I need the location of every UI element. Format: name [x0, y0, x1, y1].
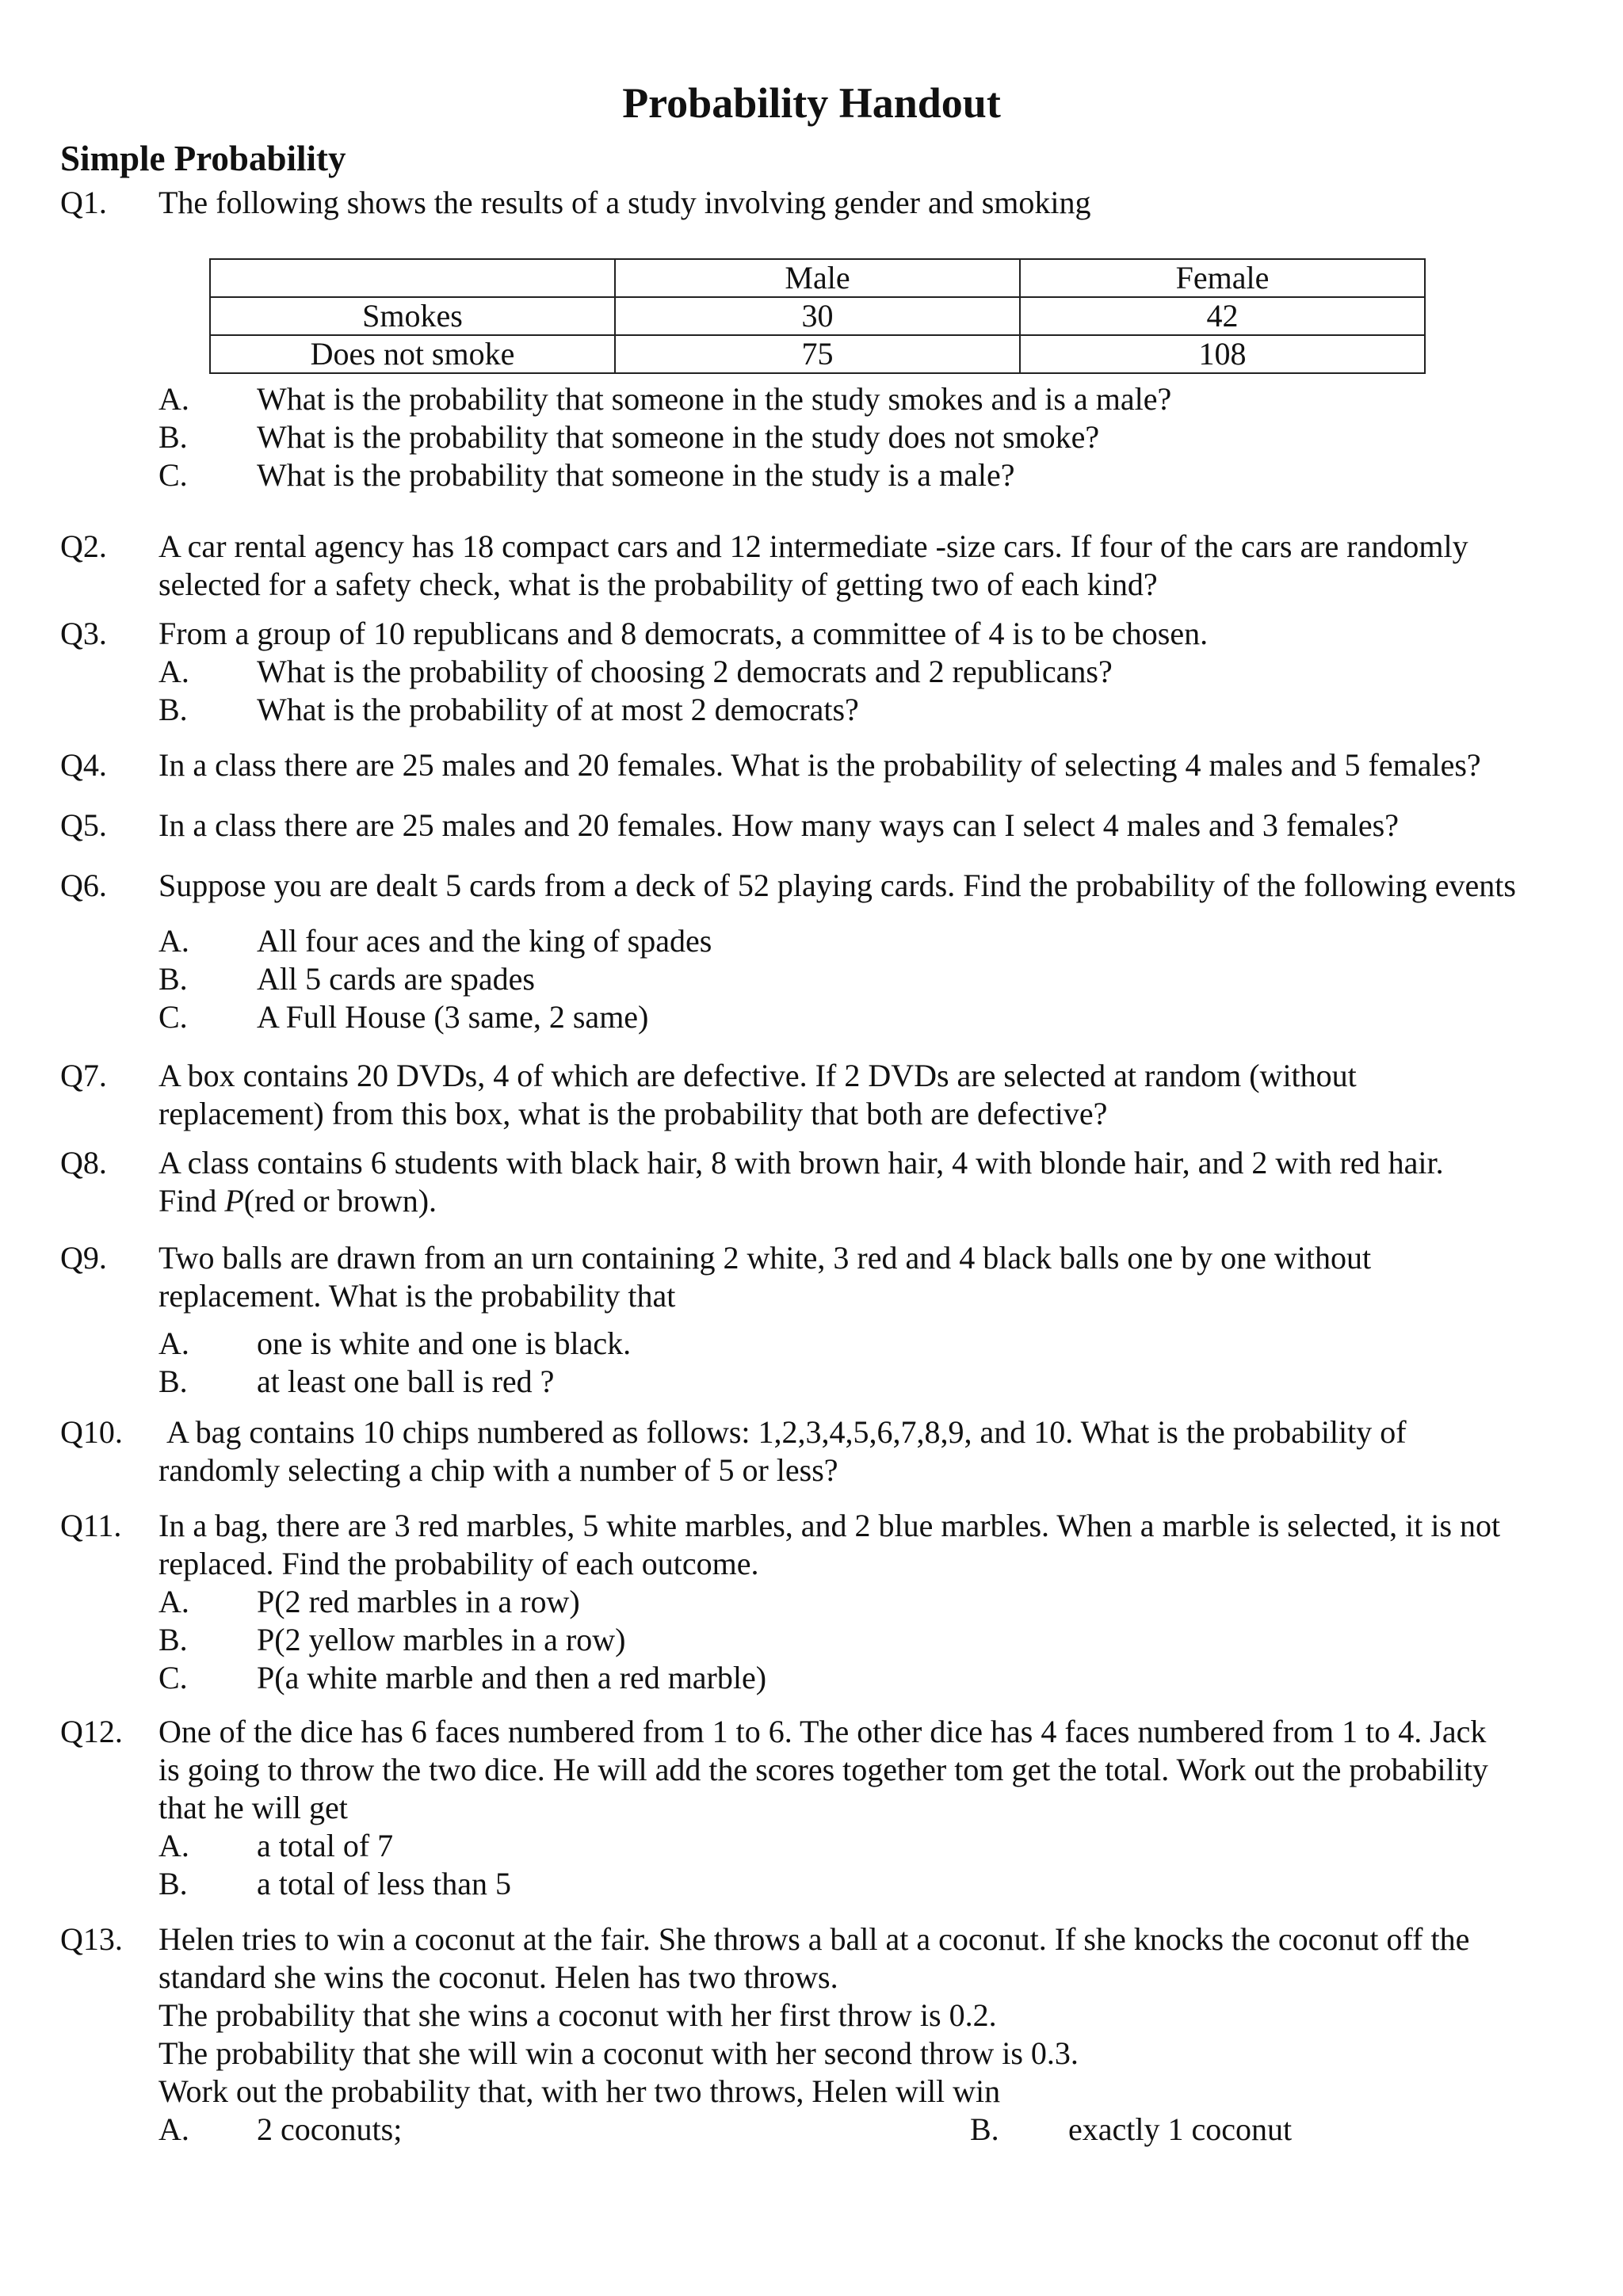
- sub-question: [158, 691, 1582, 729]
- page-title: Probability Handout: [622, 79, 1001, 127]
- question-number: Q11.: [60, 1508, 122, 1543]
- question-text-line: A bag contains 10 chips numbered as follows: 1,2,3,4,5,6,7,8,9, and 10. What is the probability of: [166, 1414, 1407, 1450]
- sub-question-text: exactly 1 coconut: [1068, 2111, 1293, 2147]
- sub-question-text: at least one ball is red ?: [257, 1363, 555, 1399]
- question-number: Q10.: [60, 1414, 123, 1450]
- question-q10: [60, 1413, 1582, 1489]
- sub-question: [158, 380, 1582, 418]
- question-text-line: replacement) from this box, what is the probability that both are defective?: [158, 1096, 1108, 1131]
- sub-question-text: a total of less than 5: [257, 1866, 512, 1901]
- sub-question-list: [158, 653, 1582, 729]
- question-text-line: Helen tries to win a coconut at the fair. She throws a ball at a coconut. If she knocks the coconut off the: [158, 1921, 1470, 1957]
- sub-question-list: [158, 1325, 1582, 1401]
- question-text-line: A box contains 20 DVDs, 4 of which are defective. If 2 DVDs are selected at random (without: [158, 1058, 1357, 1093]
- question-q5: [60, 807, 1582, 845]
- sub-question-text: What is the probability that someone in the study does not smoke?: [257, 419, 1100, 455]
- sub-question: [158, 1621, 1582, 1659]
- sub-question-text: one is white and one is black.: [257, 1325, 632, 1361]
- question-q13: [60, 1920, 1582, 2149]
- sub-question-text: What is the probability that someone in the study smokes and is a male?: [257, 381, 1172, 417]
- table-header-row: [210, 259, 1425, 297]
- sub-question-text: P(a white marble and then a red marble): [257, 1660, 767, 1695]
- sub-question: [158, 418, 1582, 456]
- question-text-line: A car rental agency has 18 compact cars and 12 intermediate -size cars. If four of the cars are randomly: [158, 528, 1468, 564]
- question-q6: [60, 867, 1582, 1036]
- sub-question: [158, 2111, 1582, 2149]
- question-text-line: A class contains 6 students with black hair, 8 with brown hair, 4 with blonde hair, and 2 with red hair.: [158, 1145, 1444, 1180]
- section-heading: Simple Probability: [60, 139, 346, 178]
- question-number: Q1.: [60, 185, 107, 220]
- sub-question-label: A.: [158, 1325, 189, 1361]
- question-text-line: The probability that she will win a coconut with her second throw is 0.3.: [158, 2035, 1079, 2071]
- question-text: In a class there are 25 males and 20 females. How many ways can I select 4 males and 3 females?: [158, 807, 1399, 843]
- question-q2: [60, 528, 1582, 604]
- sub-question-label: C.: [158, 1660, 188, 1695]
- sub-question-text: 2 coconuts;: [257, 2111, 403, 2147]
- question-number: Q2.: [60, 528, 107, 564]
- question-q4: [60, 746, 1582, 784]
- question-text-line: randomly selecting a chip with a number of 5 or less?: [158, 1452, 838, 1488]
- table-cell: Does not smoke: [210, 335, 615, 373]
- question-text-line: is going to throw the two dice. He will add the scores together tom get the total. Work out the probability: [158, 1752, 1488, 1787]
- sub-question: [158, 456, 1582, 494]
- probability-symbol: P: [224, 1183, 244, 1219]
- sub-question-text: P(2 yellow marbles in a row): [257, 1622, 626, 1657]
- sub-question-label: B.: [158, 419, 188, 455]
- sub-question-list: [158, 2111, 1582, 2149]
- sub-question-list: [158, 1583, 1582, 1697]
- question-text-line: that he will get: [158, 1790, 348, 1825]
- sub-question-text: All 5 cards are spades: [257, 961, 535, 997]
- sub-question-text: What is the probability that someone in the study is a male?: [257, 457, 1015, 493]
- sub-question-text: a total of 7: [257, 1828, 394, 1863]
- question-text: From a group of 10 republicans and 8 democrats, a committee of 4 is to be chosen.: [158, 616, 1209, 651]
- question-number: Q3.: [60, 616, 107, 651]
- sub-question-label: C.: [158, 457, 188, 493]
- sub-question: [158, 922, 1582, 960]
- question-text-line: selected for a safety check, what is the probability of getting two of each kind?: [158, 566, 1158, 602]
- question-text-line: standard she wins the coconut. Helen has two throws.: [158, 1959, 838, 1995]
- question-text-line: The probability that she wins a coconut with her first throw is 0.2.: [158, 1997, 997, 2033]
- sub-question-label: A.: [158, 923, 189, 959]
- question-text-line: [158, 1182, 1582, 1220]
- sub-question: [158, 1865, 1582, 1903]
- sub-question-label: B.: [970, 2111, 999, 2147]
- question-number: Q12.: [60, 1714, 123, 1749]
- question-q8: [60, 1144, 1582, 1220]
- sub-question-text: P(2 red marbles in a row): [257, 1584, 580, 1619]
- sub-question-list: [158, 922, 1582, 1036]
- table-cell: 42: [1020, 297, 1425, 335]
- sub-question-label: A.: [158, 2111, 189, 2147]
- question-text-line: Work out the probability that, with her two throws, Helen will win: [158, 2073, 1001, 2109]
- sub-question: [158, 1827, 1582, 1865]
- question-text: In a class there are 25 males and 20 females. What is the probability of selecting 4 males and 5 females?: [158, 747, 1481, 783]
- question-number: Q6.: [60, 868, 107, 903]
- table-row: [210, 297, 1425, 335]
- question-q12: [60, 1713, 1582, 1903]
- question-q7: [60, 1057, 1582, 1133]
- question-number: Q5.: [60, 807, 107, 843]
- question-number: Q9.: [60, 1240, 107, 1276]
- sub-question-text: What is the probability of choosing 2 democrats and 2 republicans?: [257, 654, 1113, 689]
- sub-question-label: B.: [158, 692, 188, 727]
- table-cell: 75: [615, 335, 1020, 373]
- question-number: Q7.: [60, 1058, 107, 1093]
- question-q3: [60, 615, 1582, 729]
- question-number: Q13.: [60, 1921, 123, 1957]
- question-q1-parts: [60, 380, 1582, 494]
- question-text-line: One of the dice has 6 faces numbered from 1 to 6. The other dice has 4 faces numbered from 1 to 4. Jack: [158, 1714, 1487, 1749]
- sub-question-label: A.: [158, 1828, 189, 1863]
- table-cell: 108: [1020, 335, 1425, 373]
- sub-question-label: C.: [158, 999, 188, 1035]
- table-header-cell: [210, 259, 615, 297]
- question-q9: [60, 1239, 1582, 1401]
- sub-question-label: B.: [158, 961, 188, 997]
- question-q11: [60, 1507, 1582, 1697]
- sub-question-text: What is the probability of at most 2 democrats?: [257, 692, 859, 727]
- sub-question: [158, 653, 1582, 691]
- text-fragment: (red or brown).: [243, 1183, 437, 1219]
- sub-question-list: [158, 380, 1582, 494]
- table-header-cell: Female: [1020, 259, 1425, 297]
- sub-question-label: A.: [158, 381, 189, 417]
- question-text-line: Two balls are drawn from an urn containing 2 white, 3 red and 4 black balls one by one without: [158, 1240, 1372, 1276]
- question-text-line: replacement. What is the probability that: [158, 1278, 676, 1314]
- sub-question-label: B.: [158, 1363, 188, 1399]
- question-text: The following shows the results of a study involving gender and smoking: [158, 185, 1091, 220]
- sub-question: [158, 1583, 1582, 1621]
- sub-question: [158, 1659, 1582, 1697]
- table-row: [210, 335, 1425, 373]
- table-header-cell: Male: [615, 259, 1020, 297]
- sub-question-label: B.: [158, 1622, 188, 1657]
- sub-question-list: [158, 1827, 1582, 1903]
- question-text-line: In a bag, there are 3 red marbles, 5 white marbles, and 2 blue marbles. When a marble is selected, it is not: [158, 1508, 1501, 1543]
- sub-question-text: All four aces and the king of spades: [257, 923, 712, 959]
- text-fragment: Find: [158, 1183, 225, 1219]
- sub-question-label: B.: [158, 1866, 188, 1901]
- question-text-line: replaced. Find the probability of each outcome.: [158, 1546, 759, 1581]
- sub-question-label: A.: [158, 1584, 189, 1619]
- sub-question-text: A Full House (3 same, 2 same): [257, 999, 649, 1035]
- question-q1: [60, 184, 1582, 222]
- sub-question: [158, 998, 1582, 1036]
- smoking-gender-table: [209, 258, 1426, 374]
- sub-question-label: A.: [158, 654, 189, 689]
- sub-question: [158, 1363, 1582, 1401]
- question-text: Suppose you are dealt 5 cards from a deck of 52 playing cards. Find the probability of the following events: [158, 868, 1516, 903]
- sub-question: [158, 960, 1582, 998]
- question-number: Q4.: [60, 747, 107, 783]
- table-cell: 30: [615, 297, 1020, 335]
- question-number: Q8.: [60, 1145, 107, 1180]
- sub-question: [158, 1325, 1582, 1363]
- table-cell: Smokes: [210, 297, 615, 335]
